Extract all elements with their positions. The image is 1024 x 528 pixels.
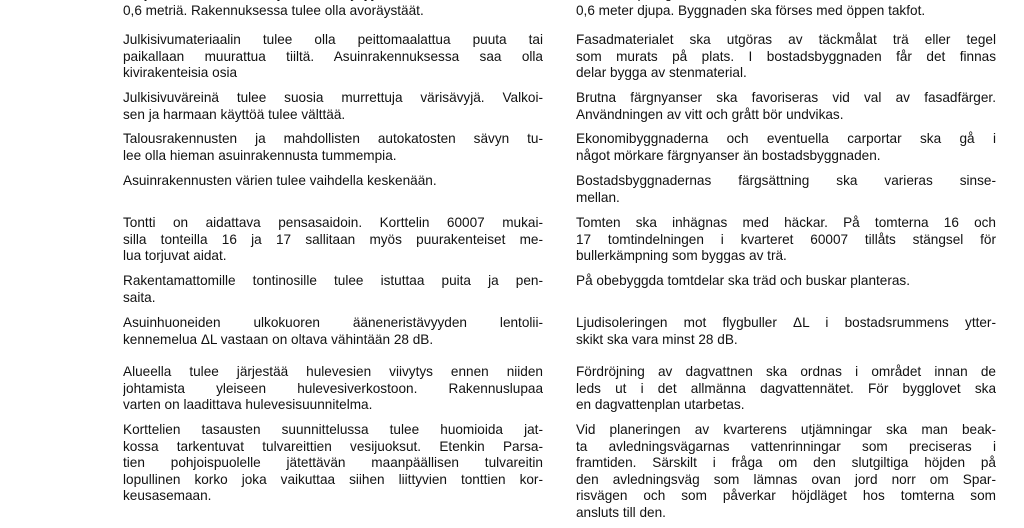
fi-paragraph-line: keusasemaan.	[123, 488, 212, 503]
sv-paragraph-2	[576, 32, 996, 82]
fi-paragraph-line: tien pohjoispuolelle jätettävän maanpäällisen tulvareitin	[123, 455, 543, 470]
fi-paragraph-9	[123, 364, 543, 414]
fi-paragraph-line: Julkisivumateriaalin tulee olla peittomaalattua puuta tai	[123, 32, 543, 47]
sv-paragraph-8	[576, 315, 996, 348]
fi-paragraph-line: kivirakenteisia osia	[123, 65, 238, 80]
sv-paragraph-line: framtiden. Särskilt i fråga om den slutgiltiga höjden på	[576, 455, 996, 470]
fi-paragraph-3	[123, 90, 543, 123]
fi-paragraph-line: Korttelien tasausten suunnittelussa tulee huomioida jat-	[123, 422, 543, 437]
fi-paragraph-4	[123, 131, 543, 164]
sv-paragraph-4	[576, 131, 996, 164]
fi-paragraph-6	[123, 215, 543, 265]
fi-paragraph-line: 0,6 metriä. Rakennuksessa tulee olla avoräystäät.	[123, 2, 424, 18]
sv-paragraph-9	[576, 364, 996, 414]
fi-paragraph-line: johtamista yleiseen hulevesiverkostoon. Rakennuslupaa	[123, 380, 543, 396]
sv-paragraph-line: risvägen och som påverkar höjdläget hos tomterna som	[576, 488, 996, 503]
sv-paragraph-line: mellan.	[576, 189, 620, 205]
fi-paragraph-line: Alueella tulee järjestää hulevesien viivytys ennen niiden	[123, 364, 543, 379]
fi-paragraph-line: saita.	[123, 289, 156, 305]
sv-paragraph-line: Användningen av vitt och grått bör undvikas.	[576, 106, 844, 122]
fi-paragraph-line: kennemelua ΔL vastaan on oltava vähintään 28 dB.	[123, 331, 434, 347]
sv-paragraph-line: Fasadmaterialet ska utgöras av täckmålat trä eller tegel	[576, 32, 996, 47]
sv-paragraph-line: Ekonomibyggnaderna och eventuella carportar ska gå i	[576, 131, 996, 146]
fi-paragraph-line: Asuinrakennusten värien tulee vaihdella keskenään.	[123, 173, 437, 188]
fi-paragraph-5	[123, 173, 543, 190]
sv-paragraph-line: en dagvattenplan utarbetas.	[576, 397, 745, 412]
sv-paragraph-line: Fördröjning av dagvattnen ska ordnas i området innan de	[576, 364, 996, 379]
fi-paragraph-line: kossa tarkentuvat tulvareittien vesijuoksut. Etenkin Parsa-	[123, 438, 543, 454]
fi-paragraph-10	[123, 422, 543, 505]
sv-paragraph-5	[576, 173, 996, 206]
fi-paragraph-line: silla tonteilla 16 ja 17 sallitaan myös puurakenteiset me-	[123, 231, 543, 247]
sv-paragraph-line: delar bygga av stenmaterial.	[576, 65, 747, 80]
sv-paragraph-line: ta avledningsvägarnas vattenrinningar som preciseras i	[576, 438, 996, 454]
fi-paragraph-1	[123, 0, 543, 19]
fi-paragraph-7	[123, 273, 543, 306]
sv-paragraph-line: 0,6 meter djupa. Byggnaden ska förses med öppen takfot.	[576, 2, 926, 18]
sv-paragraph-line: den avledningsväg som lämnas ovan jord norr om Spar-	[576, 471, 996, 487]
fi-paragraph-line: lopullinen korko joka vaikuttaa siihen liittyvien tonttien kor-	[123, 471, 543, 487]
fi-paragraph-line: Julkisivuväreinä tulee suosia murrettuja värisävyjä. Valkoi-	[123, 90, 543, 105]
sv-paragraph-line: något mörkare färgnyanser än bostadsbyggnaden.	[576, 147, 881, 163]
sv-paragraph-line: skikt ska vara minst 28 dB.	[576, 331, 738, 347]
sv-paragraph-10	[576, 422, 996, 521]
fi-paragraph-line: lee olla hieman asuinrakennusta tummempia.	[123, 147, 397, 163]
fi-paragraph-2	[123, 32, 543, 82]
fi-paragraph-line: Tontti on aidattava pensasaidoin. Korttelin 60007 mukai-	[123, 215, 543, 230]
sv-paragraph-7	[576, 273, 996, 290]
fi-paragraph-line: paikallaan muurattua tiiltä. Asuinrakennuksessa saa olla	[123, 48, 543, 64]
sv-paragraph-line: som murats på plats. I bostadsbyggnaden får det finnas	[576, 48, 996, 64]
sv-paragraph-line: Ljudisoleringen mot flygbuller ΔL i bostadsrummens ytter-	[576, 315, 996, 330]
sv-paragraph-line: På obebyggda tomtdelar ska träd och buskar planteras.	[576, 273, 911, 288]
fi-paragraph-line: lua torjuvat aidat.	[123, 248, 227, 263]
sv-paragraph-line: Brutna färgnyanser ska favoriseras vid val av fasadfärger.	[576, 90, 996, 105]
sv-paragraph-1	[576, 0, 996, 19]
sv-paragraph-line: bullerkämpning som byggas av trä.	[576, 248, 787, 263]
fi-paragraph-8	[123, 315, 543, 348]
sv-paragraph-line: ansluts till den.	[576, 504, 666, 520]
sv-paragraph-line: Vid planeringen av kvarterens utjämningar ska man beak-	[576, 422, 996, 437]
fi-paragraph-line: sen ja harmaan käyttöä tulee välttää.	[123, 106, 346, 122]
sv-paragraph-3	[576, 90, 996, 123]
sv-paragraph-line: Bostadsbyggnadernas färgsättning ska varieras sinse-	[576, 173, 996, 188]
sv-paragraph-line: Tomten ska inhägnas med häckar. På tomterna 16 och	[576, 215, 996, 230]
sv-paragraph-line: 17 tomtindelningen i kvarteret 60007 tillåts stängsel för	[576, 231, 996, 247]
fi-paragraph-line: Rakentamattomille tontinosille tulee istuttaa puita ja pen-	[123, 273, 543, 288]
sv-paragraph-6	[576, 215, 996, 265]
sv-paragraph-line: leds ut i det allmänna dagvattennätet. För bygglovet ska	[576, 380, 996, 396]
fi-paragraph-line: varten on laadittava hulevesisuunnitelma.	[123, 397, 373, 412]
fi-paragraph-line: Talousrakennusten ja mahdollisten autokatosten sävyn tu-	[123, 131, 543, 146]
fi-paragraph-line: Asuinhuoneiden ulkokuoren ääneneristävyyden lentolii-	[123, 315, 543, 330]
